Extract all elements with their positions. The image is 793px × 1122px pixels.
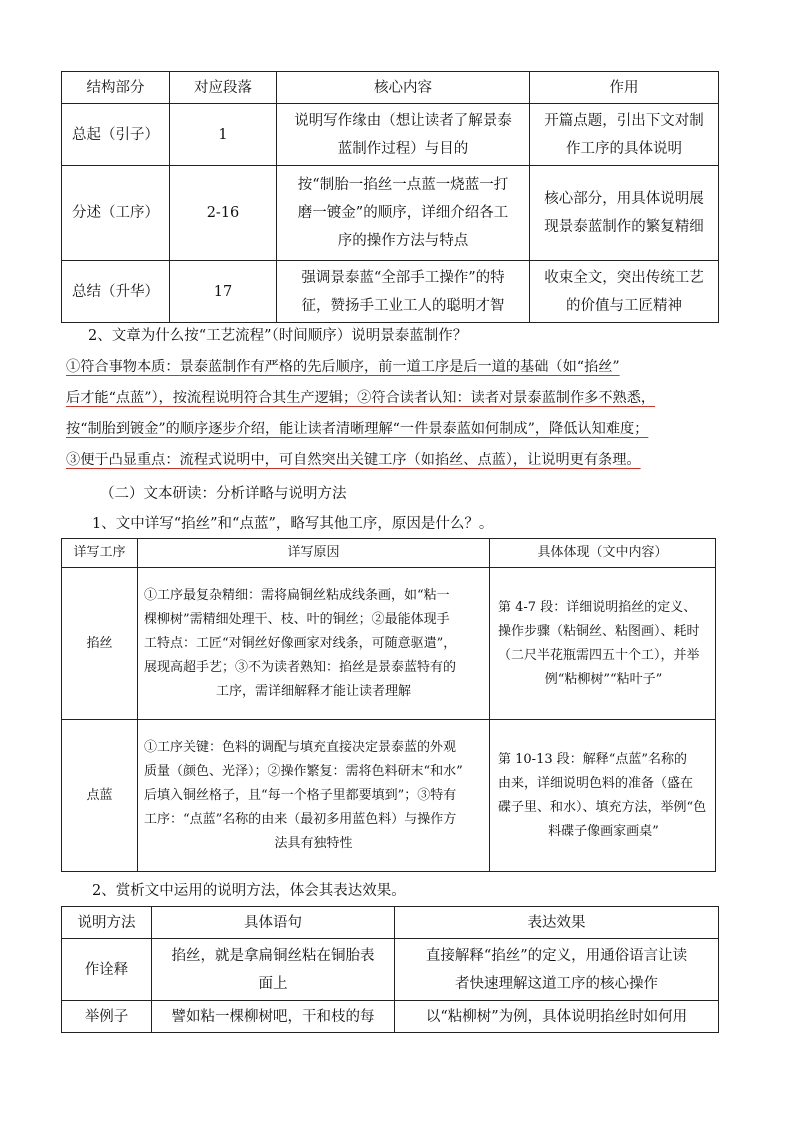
effect-cell: 直接解释“掐丝”的定义，用通俗语言让读 者快速理解这道工序的核心操作 bbox=[395, 939, 719, 1001]
core-content: 按“制胎一掐丝一点蓝一烧蓝一打 磨一镀金”的顺序，详细介绍各工 序的操作方法与特点 bbox=[277, 166, 530, 261]
table-header: 结构部分 bbox=[62, 72, 170, 104]
question-1: 1、文中详写“掐丝”和“点蓝”，略写其他工序，原因是什么？。 bbox=[92, 516, 494, 532]
answer-line: ③便于凸显重点：流程式说明中，可自然突出关键工序（如掐丝、点蓝），让说明更有条理。 bbox=[66, 452, 641, 468]
table-header: 作用 bbox=[530, 72, 719, 104]
paragraph-range: 17 bbox=[170, 261, 277, 323]
effect-cell: 以“粘柳树”为例，具体说明掐丝时如何用 bbox=[395, 1001, 719, 1033]
step-name: 掐丝 bbox=[62, 568, 138, 720]
table-header: 详写工序 bbox=[62, 539, 138, 568]
method-name: 作诠释 bbox=[62, 939, 152, 1001]
table-row bbox=[62, 720, 716, 872]
detail-cell: 第 4-7 段：详细说明掐丝的定义、 操作步骤（粘铜丝、粘图画）、耗时 （二尺半花瓶需四五十个工），并举 例“粘柳树”“粘叶子” bbox=[490, 568, 716, 720]
question-2: 2、文章为什么按“工艺流程”（时间顺序）说明景泰蓝制作？ bbox=[88, 328, 468, 344]
core-content: 强调景泰蓝“全部手工操作”的特 征，赞扬手工业工人的聪明才智 bbox=[277, 261, 530, 323]
table-row bbox=[62, 568, 716, 720]
table-header: 详写原因 bbox=[138, 539, 490, 568]
paragraph-range: 1 bbox=[170, 104, 277, 166]
sentence-cell: 譬如粘一棵柳树吧，干和枝的每 bbox=[152, 1001, 395, 1033]
table-header: 具体语句 bbox=[152, 907, 395, 939]
table-row bbox=[62, 1001, 719, 1033]
table-header: 对应段落 bbox=[170, 72, 277, 104]
function-cell: 核心部分，用具体说明展 现景泰蓝制作的繁复精细 bbox=[530, 166, 719, 261]
method-name: 举例子 bbox=[62, 1001, 152, 1033]
table-row bbox=[62, 104, 719, 166]
answer-line: 按“制胎到镀金”的顺序逐步介绍，能让读者清晰理解“一件景泰蓝如何制成”，降低认知难度； bbox=[66, 421, 649, 437]
paragraph-range: 2-16 bbox=[170, 166, 277, 261]
answer-line: 后才能“点蓝”），按流程说明符合其生产逻辑；②符合读者认知：读者对景泰蓝制作多不熟悉， bbox=[66, 390, 656, 406]
question-2b: 2、赏析文中运用的说明方法，体会其表达效果。 bbox=[92, 883, 406, 899]
sentence-cell: 掐丝，就是拿扁铜丝粘在铜胎表 面上 bbox=[152, 939, 395, 1001]
reason-cell: ①工序关键：色料的调配与填充直接决定景泰蓝的外观 质量（颜色、光泽）；②操作繁复：需将色料研末“和水” 后填入铜丝格子，且“每一个格子里都要填到”；③特有 工序：“点蓝”名称的由来（最初多用蓝色料）与操作方 法具有独特性 bbox=[138, 720, 490, 872]
structure-part: 总起（引子） bbox=[62, 104, 170, 166]
table-header: 表达效果 bbox=[395, 907, 719, 939]
table-header: 具体体现（文中内容） bbox=[490, 539, 716, 568]
table-row bbox=[62, 939, 719, 1001]
table-header: 核心内容 bbox=[277, 72, 530, 104]
reason-cell: ①工序最复杂精细：需将扁铜丝粘成线条画，如“粘一 棵柳树”需精细处理干、枝、叶的铜丝；②最能体现手 工特点：工匠“对铜丝好像画家对线条，可随意驱遣”， 展现高超手艺；③不为读者熟知：掐丝是景泰蓝特有的 工序，需详细解释才能让读者理解 bbox=[138, 568, 490, 720]
function-cell: 开篇点题，引出下文对制 作工序的具体说明 bbox=[530, 104, 719, 166]
structure-table bbox=[61, 71, 719, 323]
table-header: 说明方法 bbox=[62, 907, 152, 939]
structure-part: 总结（升华） bbox=[62, 261, 170, 323]
detail-table bbox=[61, 538, 716, 872]
table-row bbox=[62, 166, 719, 261]
section-heading: （二）文本研读：分析详略与说明方法 bbox=[100, 486, 347, 502]
step-name: 点蓝 bbox=[62, 720, 138, 872]
core-content: 说明写作缘由（想让读者了解景泰 蓝制作过程）与目的 bbox=[277, 104, 530, 166]
method-table bbox=[61, 906, 719, 1033]
answer-line: ①符合事物本质：景泰蓝制作有严格的先后顺序，前一道工序是后一道的基础（如“掐丝” bbox=[66, 359, 620, 375]
table-row bbox=[62, 261, 719, 323]
function-cell: 收束全文，突出传统工艺 的价值与工匠精神 bbox=[530, 261, 719, 323]
detail-cell: 第 10-13 段：解释“点蓝”名称的 由来，详细说明色料的准备（盛在 碟子里、和水）、填充方法，举例“色 料碟子像画家画桌” bbox=[490, 720, 716, 872]
structure-part: 分述（工序） bbox=[62, 166, 170, 261]
